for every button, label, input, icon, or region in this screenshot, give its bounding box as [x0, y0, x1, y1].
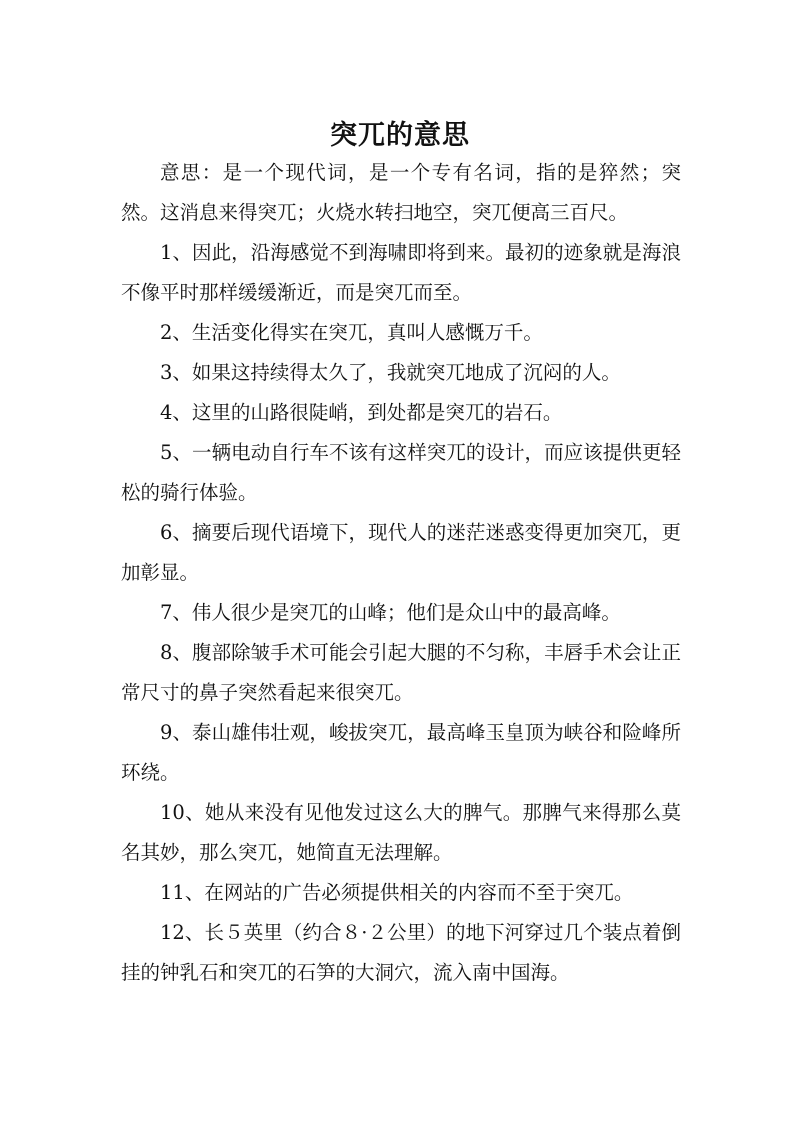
example-sentence-9: 9、泰山雄伟壮观，峻拔突兀，最高峰玉皇顶为峡谷和险峰所环绕。 [121, 721, 681, 784]
document-body [121, 153, 681, 993]
example-sentence-6: 6、摘要后现代语境下，现代人的迷茫迷惑变得更加突兀，更加彰显。 [121, 521, 681, 584]
page-title: 突兀的意思 [330, 120, 470, 152]
example-sentence-3: 3、如果这持续得太久了，我就突兀地成了沉闷的人。 [160, 361, 621, 384]
example-sentence-2: 2、生活变化得实在突兀，真叫人感慨万千。 [160, 321, 543, 344]
example-sentence-10: 10、她从来没有见他发过这么大的脾气。那脾气来得那么莫名其妙，那么突兀，她简直无法理解。 [121, 801, 681, 864]
example-sentence-11: 11、在网站的广告必须提供相关的内容而不至于突兀。 [160, 881, 634, 904]
example-sentence-12: 12、长５英里（约合８·２公里）的地下河穿过几个装点着倒挂的钟乳石和突兀的石笋的大洞穴，流入南中国海。 [121, 921, 681, 984]
example-sentence-8: 8、腹部除皱手术可能会引起大腿的不匀称，丰唇手术会让正常尺寸的鼻子突然看起来很突兀。 [121, 641, 681, 704]
example-sentence-4: 4、这里的山路很陡峭，到处都是突兀的岩石。 [160, 401, 563, 424]
example-sentence-5: 5、一辆电动自行车不该有这样突兀的设计，而应该提供更轻松的骑行体验。 [121, 441, 681, 504]
intro-paragraph: 意思：是一个现代词，是一个专有名词，指的是猝然；突然。这消息来得突兀；火烧水转扫地空，突兀便高三百尺。 [121, 161, 681, 224]
example-sentence-7: 7、伟人很少是突兀的山峰；他们是众山中的最高峰。 [160, 601, 621, 624]
example-sentence-1: 1、因此，沿海感觉不到海啸即将到来。最初的迹象就是海浪不像平时那样缓缓渐近，而是突兀而至。 [121, 241, 681, 304]
